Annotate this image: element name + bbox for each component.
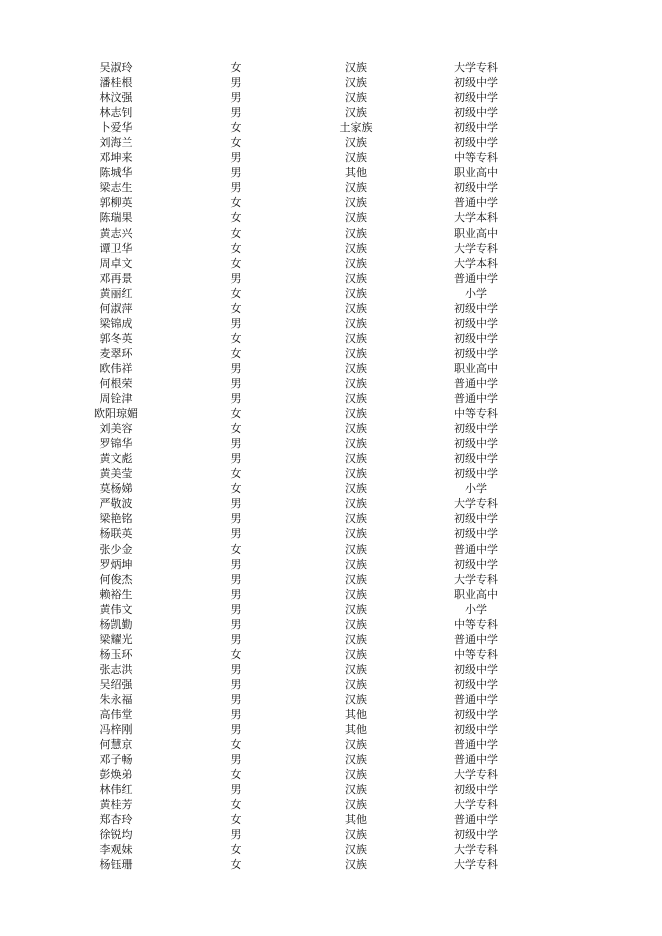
gender-cell: 男 (230, 106, 242, 120)
table-row (0, 496, 662, 511)
table-row (0, 647, 662, 662)
education-cell: 初级中学 (454, 106, 498, 120)
ethnicity-cell: 汉族 (345, 542, 367, 556)
gender-cell: 男 (230, 587, 242, 601)
education-cell: 大学专科 (454, 858, 498, 872)
education-cell: 初级中学 (454, 662, 498, 676)
gender-cell: 男 (230, 557, 242, 571)
name-cell: 杨联英 (99, 527, 133, 541)
ethnicity-cell: 汉族 (345, 76, 367, 90)
ethnicity-cell: 汉族 (345, 452, 367, 466)
name-cell: 杨凯勤 (99, 617, 133, 631)
table-row (0, 722, 662, 737)
name-cell: 刘美容 (99, 422, 133, 436)
education-cell: 初级中学 (454, 452, 498, 466)
name-cell: 梁锦成 (99, 316, 133, 330)
name-cell: 徐锐均 (99, 828, 133, 842)
name-cell: 黄志兴 (99, 226, 133, 240)
ethnicity-cell: 其他 (345, 708, 367, 722)
gender-cell: 男 (230, 91, 242, 105)
name-cell: 黄伟文 (99, 602, 133, 616)
gender-cell: 男 (230, 512, 242, 526)
name-cell: 吴绍强 (99, 677, 133, 691)
ethnicity-cell: 其他 (345, 813, 367, 827)
gender-cell: 男 (230, 392, 242, 406)
name-cell: 黄桂芳 (99, 798, 133, 812)
education-cell: 小学 (465, 286, 487, 300)
table-row (0, 90, 662, 105)
table-row (0, 737, 662, 752)
ethnicity-cell: 汉族 (345, 617, 367, 631)
name-cell: 黄文彪 (99, 452, 133, 466)
education-cell: 初级中学 (454, 346, 498, 360)
name-cell: 陈城华 (99, 166, 133, 180)
table-row (0, 241, 662, 256)
ethnicity-cell: 其他 (345, 723, 367, 737)
name-cell: 杨钰珊 (99, 858, 133, 872)
education-cell: 职业高中 (454, 361, 498, 375)
gender-cell: 女 (230, 482, 242, 496)
education-cell: 大学专科 (454, 798, 498, 812)
name-cell: 彭焕弟 (99, 768, 133, 782)
ethnicity-cell: 汉族 (345, 677, 367, 691)
name-cell: 何淑萍 (99, 301, 133, 315)
name-cell: 陈瑞果 (99, 211, 133, 225)
ethnicity-cell: 汉族 (345, 437, 367, 451)
table-row (0, 692, 662, 707)
ethnicity-cell: 汉族 (345, 106, 367, 120)
education-cell: 职业高中 (454, 226, 498, 240)
name-cell: 邓再景 (99, 271, 133, 285)
gender-cell: 男 (230, 677, 242, 691)
ethnicity-cell: 汉族 (345, 331, 367, 345)
gender-cell: 男 (230, 723, 242, 737)
ethnicity-cell: 汉族 (345, 783, 367, 797)
name-cell: 欧伟祥 (99, 361, 133, 375)
table-row (0, 120, 662, 135)
name-cell: 罗锦华 (99, 437, 133, 451)
table-row (0, 301, 662, 316)
ethnicity-cell: 汉族 (345, 422, 367, 436)
education-cell: 初级中学 (454, 677, 498, 691)
gender-cell: 女 (230, 843, 242, 857)
gender-cell: 女 (230, 647, 242, 661)
table-row (0, 481, 662, 496)
table-row (0, 150, 662, 165)
name-cell: 卜爱华 (99, 121, 133, 135)
gender-cell: 男 (230, 572, 242, 586)
ethnicity-cell: 汉族 (345, 241, 367, 255)
gender-cell: 女 (230, 226, 242, 240)
table-row (0, 707, 662, 722)
gender-cell: 女 (230, 301, 242, 315)
gender-cell: 女 (230, 422, 242, 436)
name-cell: 梁艳铭 (99, 512, 133, 526)
name-cell: 欧阳琼媚 (94, 407, 138, 421)
gender-cell: 男 (230, 181, 242, 195)
ethnicity-cell: 汉族 (345, 753, 367, 767)
table-row (0, 316, 662, 331)
name-cell: 郑杏玲 (99, 813, 133, 827)
table-row (0, 752, 662, 767)
name-cell: 刘海兰 (99, 136, 133, 150)
gender-cell: 男 (230, 783, 242, 797)
table-row (0, 602, 662, 617)
name-cell: 郭柳英 (99, 196, 133, 210)
ethnicity-cell: 汉族 (345, 662, 367, 676)
name-cell: 梁耀光 (99, 632, 133, 646)
name-cell: 麦翠环 (99, 346, 133, 360)
ethnicity-cell: 汉族 (345, 647, 367, 661)
table-row (0, 135, 662, 150)
ethnicity-cell: 汉族 (345, 828, 367, 842)
ethnicity-cell: 汉族 (345, 768, 367, 782)
gender-cell: 男 (230, 437, 242, 451)
table-row (0, 256, 662, 271)
ethnicity-cell: 其他 (345, 166, 367, 180)
gender-cell: 女 (230, 738, 242, 752)
name-cell: 何根荣 (99, 376, 133, 390)
table-row (0, 195, 662, 210)
table-row (0, 361, 662, 376)
gender-cell: 男 (230, 662, 242, 676)
table-row (0, 75, 662, 90)
education-cell: 小学 (465, 602, 487, 616)
education-cell: 大学专科 (454, 768, 498, 782)
name-cell: 周铨津 (99, 392, 133, 406)
gender-cell: 男 (230, 361, 242, 375)
table-row (0, 180, 662, 195)
gender-cell: 女 (230, 813, 242, 827)
ethnicity-cell: 汉族 (345, 602, 367, 616)
gender-cell: 女 (230, 331, 242, 345)
gender-cell: 男 (230, 271, 242, 285)
table-row (0, 436, 662, 451)
table-row (0, 451, 662, 466)
table-row (0, 346, 662, 361)
gender-cell: 男 (230, 316, 242, 330)
gender-cell: 男 (230, 632, 242, 646)
education-cell: 大学本科 (454, 211, 498, 225)
ethnicity-cell: 汉族 (345, 467, 367, 481)
ethnicity-cell: 汉族 (345, 136, 367, 150)
gender-cell: 女 (230, 346, 242, 360)
gender-cell: 女 (230, 858, 242, 872)
education-cell: 大学专科 (454, 497, 498, 511)
table-row (0, 271, 662, 286)
table-row (0, 662, 662, 677)
name-cell: 林志钊 (99, 106, 133, 120)
education-cell: 初级中学 (454, 708, 498, 722)
table-row (0, 286, 662, 301)
name-cell: 张少金 (99, 542, 133, 556)
education-cell: 初级中学 (454, 76, 498, 90)
table-row (0, 587, 662, 602)
table-row (0, 210, 662, 225)
education-cell: 初级中学 (454, 783, 498, 797)
education-cell: 初级中学 (454, 557, 498, 571)
table-row (0, 557, 662, 572)
ethnicity-cell: 汉族 (345, 587, 367, 601)
name-cell: 赖裕生 (99, 587, 133, 601)
ethnicity-cell: 汉族 (345, 196, 367, 210)
education-cell: 普通中学 (454, 692, 498, 706)
gender-cell: 男 (230, 708, 242, 722)
gender-cell: 女 (230, 196, 242, 210)
ethnicity-cell: 汉族 (345, 407, 367, 421)
education-cell: 初级中学 (454, 437, 498, 451)
name-cell: 周卓文 (99, 256, 133, 270)
name-cell: 罗炳坤 (99, 557, 133, 571)
name-cell: 邓子畅 (99, 753, 133, 767)
name-cell: 何俊杰 (99, 572, 133, 586)
gender-cell: 女 (230, 241, 242, 255)
ethnicity-cell: 汉族 (345, 91, 367, 105)
name-cell: 何慧京 (99, 738, 133, 752)
gender-cell: 女 (230, 256, 242, 270)
education-cell: 大学专科 (454, 61, 498, 74)
education-cell: 普通中学 (454, 196, 498, 210)
table-row (0, 677, 662, 692)
gender-cell: 男 (230, 376, 242, 390)
ethnicity-cell: 汉族 (345, 572, 367, 586)
ethnicity-cell: 汉族 (345, 738, 367, 752)
ethnicity-cell: 汉族 (345, 557, 367, 571)
education-cell: 职业高中 (454, 587, 498, 601)
education-cell: 初级中学 (454, 121, 498, 135)
name-cell: 潘桂根 (99, 76, 133, 90)
name-cell: 黄丽红 (99, 286, 133, 300)
name-cell: 黄美莹 (99, 467, 133, 481)
education-cell: 初级中学 (454, 301, 498, 315)
gender-cell: 男 (230, 692, 242, 706)
ethnicity-cell: 汉族 (345, 798, 367, 812)
ethnicity-cell: 汉族 (345, 346, 367, 360)
name-cell: 邓坤来 (99, 151, 133, 165)
table-row (0, 376, 662, 391)
gender-cell: 女 (230, 768, 242, 782)
ethnicity-cell: 汉族 (345, 226, 367, 240)
gender-cell: 女 (230, 286, 242, 300)
table-row (0, 542, 662, 557)
education-cell: 中等专科 (454, 617, 498, 631)
table-row (0, 526, 662, 541)
education-cell: 初级中学 (454, 181, 498, 195)
ethnicity-cell: 汉族 (345, 497, 367, 511)
ethnicity-cell: 汉族 (345, 361, 367, 375)
education-cell: 初级中学 (454, 331, 498, 345)
gender-cell: 男 (230, 452, 242, 466)
table-row (0, 105, 662, 120)
education-cell: 普通中学 (454, 738, 498, 752)
ethnicity-cell: 汉族 (345, 843, 367, 857)
gender-cell: 女 (230, 467, 242, 481)
education-cell: 普通中学 (454, 753, 498, 767)
ethnicity-cell: 土家族 (339, 121, 373, 135)
gender-cell: 女 (230, 61, 242, 74)
gender-cell: 女 (230, 121, 242, 135)
gender-cell: 女 (230, 407, 242, 421)
record-table (0, 60, 662, 873)
gender-cell: 男 (230, 497, 242, 511)
ethnicity-cell: 汉族 (345, 376, 367, 390)
table-row (0, 827, 662, 842)
name-cell: 张志洪 (99, 662, 133, 676)
gender-cell: 男 (230, 527, 242, 541)
name-cell: 梁志生 (99, 181, 133, 195)
table-row (0, 421, 662, 436)
name-cell: 郭冬英 (99, 331, 133, 345)
education-cell: 大学专科 (454, 241, 498, 255)
ethnicity-cell: 汉族 (345, 527, 367, 541)
education-cell: 中等专科 (454, 151, 498, 165)
name-cell: 冯梓刚 (99, 723, 133, 737)
ethnicity-cell: 汉族 (345, 482, 367, 496)
education-cell: 小学 (465, 482, 487, 496)
education-cell: 初级中学 (454, 136, 498, 150)
education-cell: 中等专科 (454, 407, 498, 421)
table-row (0, 391, 662, 406)
table-row (0, 782, 662, 797)
ethnicity-cell: 汉族 (345, 512, 367, 526)
table-row (0, 767, 662, 782)
education-cell: 初级中学 (454, 828, 498, 842)
table-row (0, 572, 662, 587)
ethnicity-cell: 汉族 (345, 256, 367, 270)
ethnicity-cell: 汉族 (345, 392, 367, 406)
name-cell: 李观妹 (99, 843, 133, 857)
table-row (0, 60, 662, 75)
name-cell: 林汶强 (99, 91, 133, 105)
table-row (0, 165, 662, 180)
table-row (0, 226, 662, 241)
education-cell: 大学本科 (454, 256, 498, 270)
table-row (0, 617, 662, 632)
ethnicity-cell: 汉族 (345, 61, 367, 74)
table-row (0, 331, 662, 346)
gender-cell: 女 (230, 798, 242, 812)
gender-cell: 男 (230, 76, 242, 90)
gender-cell: 男 (230, 166, 242, 180)
gender-cell: 男 (230, 602, 242, 616)
name-cell: 杨玉环 (99, 647, 133, 661)
table-row (0, 797, 662, 812)
education-cell: 大学专科 (454, 572, 498, 586)
name-cell: 莫杨娣 (99, 482, 133, 496)
ethnicity-cell: 汉族 (345, 301, 367, 315)
ethnicity-cell: 汉族 (345, 271, 367, 285)
name-cell: 谭卫华 (99, 241, 133, 255)
ethnicity-cell: 汉族 (345, 632, 367, 646)
ethnicity-cell: 汉族 (345, 181, 367, 195)
education-cell: 大学专科 (454, 843, 498, 857)
education-cell: 普通中学 (454, 632, 498, 646)
name-cell: 朱永福 (99, 692, 133, 706)
name-cell: 吴淑玲 (99, 61, 133, 74)
ethnicity-cell: 汉族 (345, 316, 367, 330)
ethnicity-cell: 汉族 (345, 692, 367, 706)
education-cell: 初级中学 (454, 422, 498, 436)
education-cell: 初级中学 (454, 527, 498, 541)
table-row (0, 511, 662, 526)
education-cell: 职业高中 (454, 166, 498, 180)
education-cell: 初级中学 (454, 467, 498, 481)
gender-cell: 男 (230, 753, 242, 767)
table-row (0, 466, 662, 481)
ethnicity-cell: 汉族 (345, 858, 367, 872)
gender-cell: 男 (230, 151, 242, 165)
table-row (0, 812, 662, 827)
education-cell: 普通中学 (454, 392, 498, 406)
table-row (0, 842, 662, 857)
education-cell: 初级中学 (454, 316, 498, 330)
ethnicity-cell: 汉族 (345, 151, 367, 165)
gender-cell: 女 (230, 136, 242, 150)
table-row (0, 857, 662, 872)
education-cell: 普通中学 (454, 542, 498, 556)
education-cell: 普通中学 (454, 271, 498, 285)
gender-cell: 男 (230, 617, 242, 631)
education-cell: 初级中学 (454, 91, 498, 105)
name-cell: 林伟红 (99, 783, 133, 797)
education-cell: 初级中学 (454, 512, 498, 526)
education-cell: 初级中学 (454, 723, 498, 737)
education-cell: 普通中学 (454, 376, 498, 390)
education-cell: 普通中学 (454, 813, 498, 827)
gender-cell: 男 (230, 828, 242, 842)
name-cell: 高伟堂 (99, 708, 133, 722)
gender-cell: 女 (230, 542, 242, 556)
ethnicity-cell: 汉族 (345, 211, 367, 225)
table-row (0, 632, 662, 647)
education-cell: 中等专科 (454, 647, 498, 661)
table-row (0, 406, 662, 421)
gender-cell: 女 (230, 211, 242, 225)
name-cell: 严敬波 (99, 497, 133, 511)
ethnicity-cell: 汉族 (345, 286, 367, 300)
